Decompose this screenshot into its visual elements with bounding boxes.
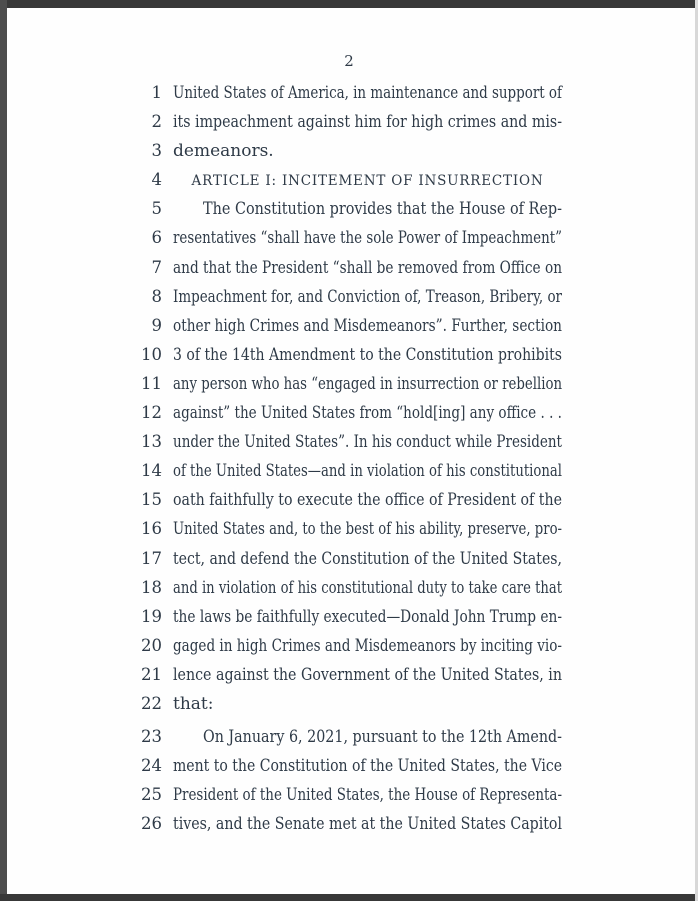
line-number: 6 bbox=[151, 228, 162, 248]
line-text: that: bbox=[173, 693, 214, 714]
line-number: 3 bbox=[151, 141, 162, 161]
line-number: 5 bbox=[151, 199, 162, 219]
document-line bbox=[100, 427, 580, 456]
document-line bbox=[100, 369, 580, 398]
line-number: 15 bbox=[141, 490, 162, 510]
line-number: 12 bbox=[141, 403, 162, 423]
document-line bbox=[100, 253, 580, 282]
document-line bbox=[100, 660, 580, 689]
line-text: tives, and the Senate met at the United States Capitol bbox=[173, 814, 562, 835]
line-number: 10 bbox=[141, 344, 162, 364]
line-text: any person who has “engaged in insurrection or rebellion bbox=[173, 373, 562, 394]
line-text: under the United States”. In his conduct while President bbox=[173, 432, 562, 453]
document-line bbox=[100, 514, 580, 543]
document-line bbox=[100, 456, 580, 485]
document-line bbox=[100, 631, 580, 660]
line-text: and in violation of his constitutional duty to take care that bbox=[173, 577, 562, 598]
line-text: the laws be faithfully executed—Donald John Trump en- bbox=[173, 606, 562, 627]
line-number: 23 bbox=[141, 727, 162, 747]
line-text: against” the United States from “hold[ing] any office . . . bbox=[173, 403, 562, 424]
document-line bbox=[100, 602, 580, 631]
line-number: 14 bbox=[141, 461, 162, 481]
line-text: of the United States—and in violation of his constitutional bbox=[173, 461, 562, 482]
line-text: tect, and defend the Constitution of the United States, bbox=[173, 548, 562, 569]
scan-frame-bottom bbox=[0, 894, 698, 901]
line-text: ment to the Constitution of the United States, the Vice bbox=[173, 756, 562, 777]
line-number: 21 bbox=[141, 664, 162, 684]
line-text: lence against the Government of the United States, in bbox=[173, 664, 562, 685]
page-number: 2 bbox=[344, 52, 354, 70]
line-number: 18 bbox=[141, 577, 162, 597]
document-line bbox=[100, 809, 580, 838]
document-line bbox=[100, 78, 580, 107]
line-text: and that the President “shall be removed from Office on bbox=[173, 257, 562, 278]
line-number: 7 bbox=[151, 257, 162, 277]
line-text: demeanors. bbox=[173, 141, 274, 162]
line-number: 9 bbox=[151, 315, 162, 335]
line-number: 24 bbox=[141, 756, 162, 776]
line-text: President of the United States, the House of Representa- bbox=[173, 785, 562, 806]
line-number: 17 bbox=[141, 548, 162, 568]
document-line bbox=[100, 107, 580, 136]
line-text: other high Crimes and Misdemeanors”. Further, section bbox=[173, 315, 562, 336]
document-line bbox=[100, 194, 580, 223]
scan-frame-left bbox=[0, 0, 7, 901]
line-text: resentatives “shall have the sole Power of Impeachment” bbox=[173, 228, 562, 249]
line-number: 19 bbox=[141, 606, 162, 626]
document-lines bbox=[100, 78, 580, 838]
document-line bbox=[100, 136, 580, 165]
document-line bbox=[100, 282, 580, 311]
document-line bbox=[100, 398, 580, 427]
line-number: 11 bbox=[141, 373, 162, 393]
document-line bbox=[100, 780, 580, 809]
line-number: 26 bbox=[141, 814, 162, 834]
document-line bbox=[100, 751, 580, 780]
line-number: 16 bbox=[141, 519, 162, 539]
line-number: 20 bbox=[141, 635, 162, 655]
article-heading: ARTICLE I: INCITEMENT OF INSURRECTION bbox=[191, 173, 544, 190]
line-text: its impeachment against him for high crimes and mis- bbox=[173, 112, 562, 133]
line-number: 1 bbox=[151, 83, 162, 102]
line-number: 4 bbox=[151, 170, 162, 190]
line-text: oath faithfully to execute the office of President of the bbox=[173, 490, 562, 511]
line-number: 13 bbox=[141, 432, 162, 452]
document-line bbox=[100, 340, 580, 369]
document-line bbox=[100, 573, 580, 602]
line-text: Impeachment for, and Conviction of, Treason, Bribery, or bbox=[173, 286, 562, 307]
document-line bbox=[100, 165, 580, 194]
document-line bbox=[100, 223, 580, 252]
line-text: 3 of the 14th Amendment to the Constitution prohibits bbox=[173, 344, 562, 365]
line-text: gaged in high Crimes and Misdemeanors by inciting vio- bbox=[173, 635, 562, 656]
line-text: United States and, to the best of his ability, preserve, pro- bbox=[173, 519, 562, 540]
line-text: The Constitution provides that the House of Rep- bbox=[203, 199, 562, 220]
document-line bbox=[100, 485, 580, 514]
line-text: United States of America, in maintenance and support of bbox=[173, 83, 562, 103]
document-line bbox=[100, 311, 580, 340]
line-number: 25 bbox=[141, 785, 162, 805]
line-number: 22 bbox=[141, 693, 162, 713]
document-line bbox=[100, 544, 580, 573]
line-number: 8 bbox=[151, 286, 162, 306]
document-line bbox=[100, 689, 580, 718]
document-line bbox=[100, 722, 580, 751]
line-text: On January 6, 2021, pursuant to the 12th Amend- bbox=[203, 727, 562, 748]
scan-frame-top bbox=[0, 0, 698, 8]
line-number: 2 bbox=[151, 112, 162, 132]
